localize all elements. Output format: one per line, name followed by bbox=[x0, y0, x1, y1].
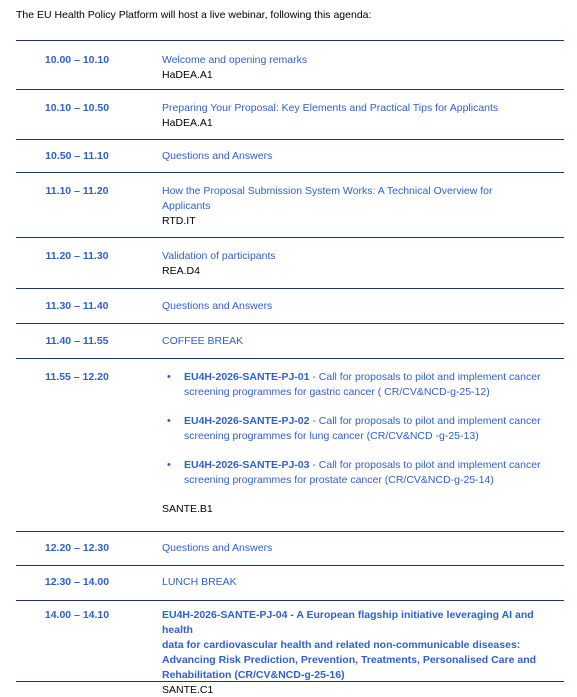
agenda-time: 11.55 – 12.20 bbox=[45, 371, 109, 383]
agenda-title: LUNCH BREAK bbox=[162, 576, 237, 588]
agenda-row bbox=[16, 237, 564, 288]
agenda-title: Questions and Answers bbox=[162, 150, 273, 162]
agenda-title: Validation of participants bbox=[162, 250, 276, 262]
agenda-row bbox=[16, 40, 564, 89]
agenda-row bbox=[16, 288, 564, 323]
call-text: - Call for proposals to pilot and implement cancer bbox=[309, 459, 541, 471]
agenda-org: RTD.IT bbox=[162, 215, 196, 227]
agenda-title-line: Rehabilitation (CR/CV&NCD-g-25-16) bbox=[162, 669, 345, 681]
agenda-time: 14.00 – 14.10 bbox=[44, 609, 110, 621]
call-code: EU4H-2026-SANTE-PJ-01 bbox=[184, 371, 310, 383]
call-text: - Call for proposals to pilot and implement cancer bbox=[309, 371, 541, 383]
agenda-time: 12.30 – 14.00 bbox=[44, 576, 110, 588]
agenda-title-line: EU4H-2026-SANTE-PJ-04 - A European flagship initiative leveraging AI and health bbox=[162, 609, 534, 636]
call-list-item bbox=[162, 414, 560, 444]
call-list-item bbox=[162, 370, 560, 400]
agenda-title: Preparing Your Proposal: Key Elements and Practical Tips for Applicants bbox=[162, 102, 499, 114]
agenda-table bbox=[16, 40, 564, 696]
agenda-title-line: How the Proposal Submission System Works: A Technical Overview for bbox=[162, 185, 493, 197]
agenda-row bbox=[16, 139, 564, 172]
bullet-icon: • bbox=[167, 415, 171, 427]
agenda-time: 10.00 – 10.10 bbox=[44, 54, 110, 66]
call-code: EU4H-2026-SANTE-PJ-03 bbox=[184, 459, 310, 471]
agenda-org: SANTE.C1 bbox=[162, 684, 214, 696]
agenda-title: Welcome and opening remarks bbox=[162, 54, 308, 66]
call-text: screening programmes for lung cancer (CR/CV&NCD -g-25-13) bbox=[184, 430, 479, 442]
agenda-row bbox=[16, 358, 564, 531]
agenda-time: 11.20 – 11.30 bbox=[45, 250, 109, 262]
call-list bbox=[162, 370, 560, 488]
agenda-time: 11.30 – 11.40 bbox=[45, 300, 109, 312]
agenda-row bbox=[16, 565, 564, 600]
agenda-title: Questions and Answers bbox=[162, 542, 273, 554]
agenda-org: HaDEA.A1 bbox=[162, 117, 213, 129]
agenda-time: 10.10 – 10.50 bbox=[44, 102, 110, 114]
agenda-time: 11.40 – 11.55 bbox=[45, 335, 109, 347]
bullet-icon: • bbox=[167, 371, 171, 383]
call-list-item bbox=[162, 458, 560, 488]
call-code: EU4H-2026-SANTE-PJ-02 bbox=[184, 415, 310, 427]
call-text: screening programmes for prostate cancer (CR/CV&NCD-g-25-14) bbox=[184, 474, 494, 486]
agenda-row bbox=[16, 172, 564, 237]
bullet-icon: • bbox=[167, 459, 171, 471]
agenda-row bbox=[16, 89, 564, 139]
agenda-title: Questions and Answers bbox=[162, 300, 273, 312]
agenda-title-line: data for cardiovascular health and related non-communicable diseases: bbox=[162, 639, 521, 651]
agenda-title-line: Applicants bbox=[162, 200, 211, 212]
agenda-time: 10.50 – 11.10 bbox=[45, 150, 109, 162]
intro-text: The EU Health Policy Platform will host a live webinar, following this agenda: bbox=[16, 9, 372, 21]
agenda-org: REA.D4 bbox=[162, 265, 200, 277]
agenda-time: 12.20 – 12.30 bbox=[44, 542, 110, 554]
agenda-org: HaDEA.A1 bbox=[162, 69, 213, 81]
agenda-title-line: Advancing Risk Prediction, Prevention, Treatments, Personalised Care and bbox=[162, 654, 537, 666]
agenda-title: COFFEE BREAK bbox=[162, 335, 244, 347]
agenda-row bbox=[16, 531, 564, 565]
agenda-row bbox=[16, 600, 564, 696]
call-text: screening programmes for gastric cancer ( CR/CV&NCD-g-25-12) bbox=[184, 386, 490, 398]
agenda-time: 11.10 – 11.20 bbox=[45, 185, 109, 197]
agenda-org: SANTE.B1 bbox=[162, 503, 213, 515]
agenda-row bbox=[16, 323, 564, 358]
call-text: - Call for proposals to pilot and implement cancer bbox=[309, 415, 541, 427]
